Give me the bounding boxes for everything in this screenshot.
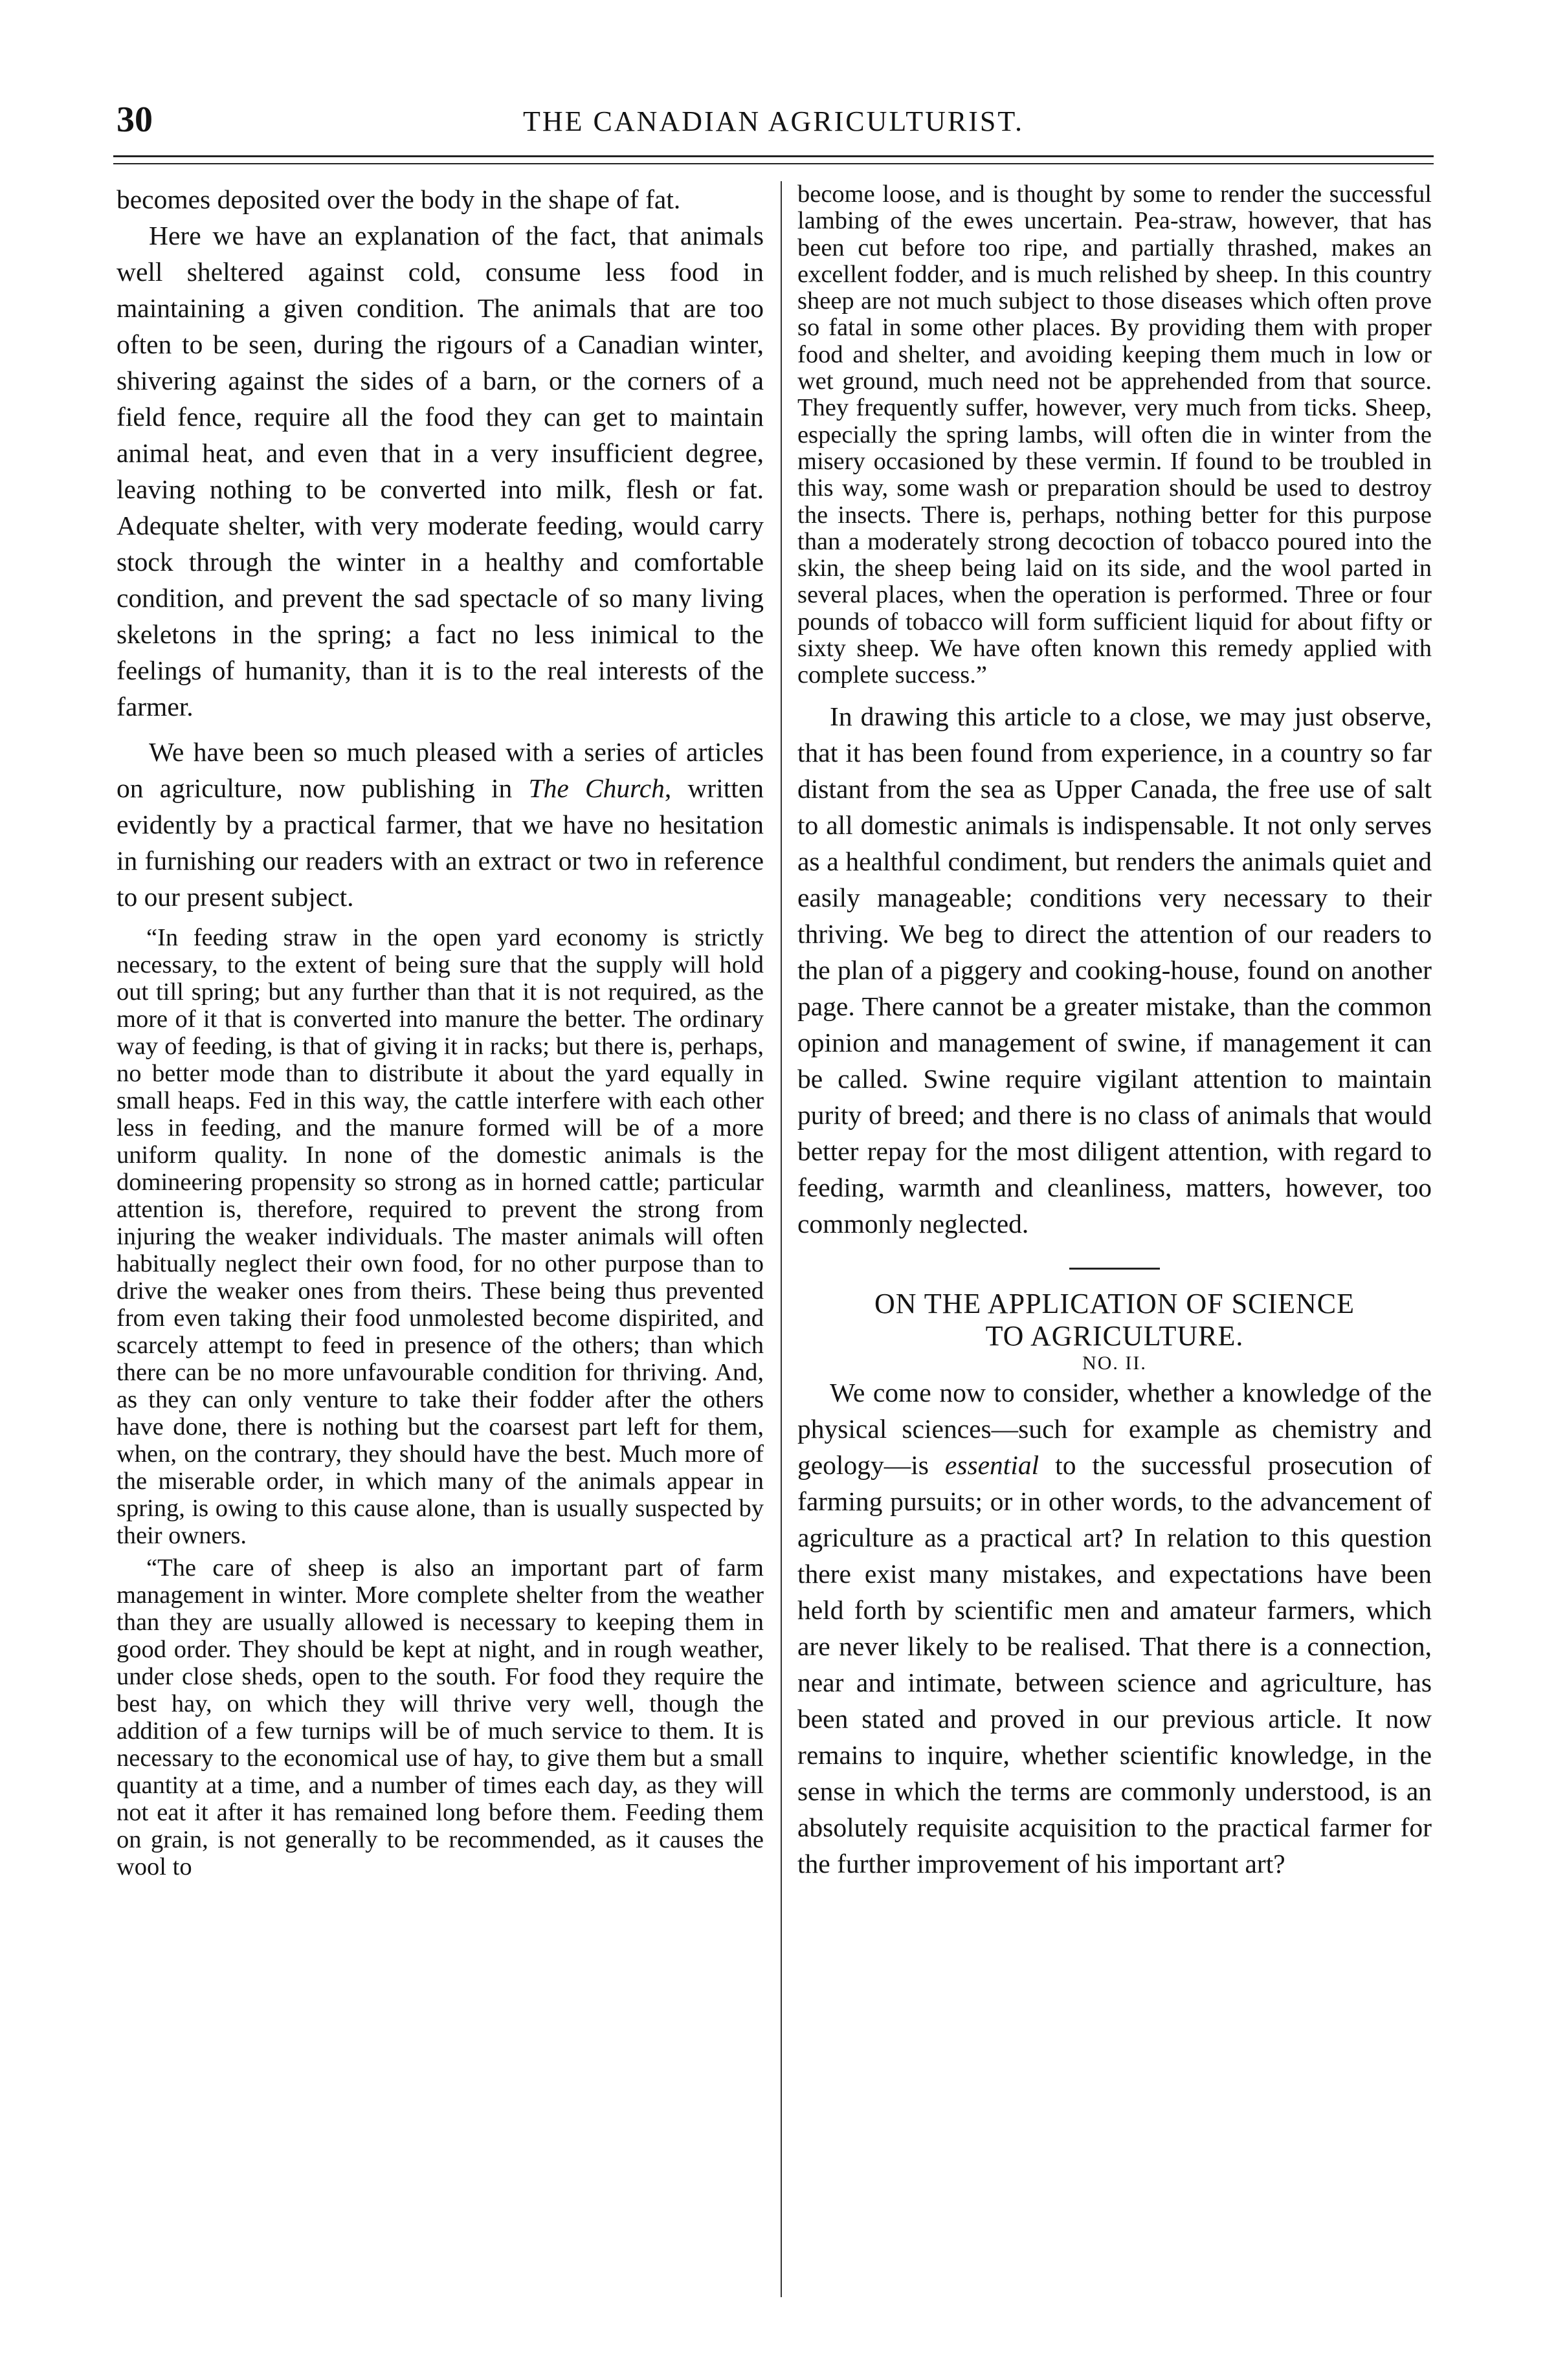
- quote-sheep-continuation: become loose, and is thought by some to render the successful lambing of the ewes uncertain. Pea-straw, however, that has been cut before too ripe, and partially thrashed, makes an excellent fodder, and is much relished by sheep. In this country sheep are not much subject to those diseases which often prove so fatal in some other places. By providing them with proper food and shelter, and avoiding keeping them much in low or wet ground, much need not be apprehended from that source. They frequently suffer, however, very much from ticks. Sheep, especially the spring lambs, will often die in winter from the misery occasioned by these vermin. If found to be troubled in this way, some wash or preparation should be used to destroy the insects. There is, perhaps, nothing better for this purpose than a moderately strong decoction of tobacco poured into the skin, the sheep being laid on its side, and the wool parted in several places, when the operation is performed. Three or four pounds of tobacco will form sufficient liquid for about fifty or sixty sheep. We have often known this remedy applied with complete success.”: [797, 181, 1432, 689]
- quote-straw-feeding: “In feeding straw in the open yard economy is strictly necessary, to the extent of being sure that the supply will hold out till spring; but any further than that it is not required, as the more of it that is converted into manure the better. The ordinary way of feeding, is that of giving it in racks; but there is, perhaps, no better mode than to distribute it about the yard equally in small heaps. Fed in this way, the cattle interfere with each other less in feeding, and the manure formed will be of a more uniform quality. In none of the domestic animals is the domineering propensity so strong as in horned cattle; particular attention is, therefore, required to prevent the strong from injuring the weaker individuals. The master animals will often habitually neglect their own food, for no other purpose than to drive the weaker ones from theirs. These being thus prevented from even taking their food unmolested become dispirited, and scarcely attempt to feed in presence of the others; than which there can be no more unfavourable condition for thriving. And, as they can only venture to take their fodder after the others have done, there is nothing but the coarsest part left for them, when, on the contrary, they should have the best. Much more of the miserable order, in which many of the animals appear in spring, is owing to this cause alone, than is usually suspected by their owners.: [117, 924, 764, 1549]
- page-number: 30: [117, 100, 153, 140]
- section-title-line-1: ON THE APPLICATION OF SCIENCE: [874, 1287, 1355, 1319]
- science-text-b: to the successful prosecution of farming pursuits; or in other words, to the advancement of agriculture as a practical art? In relation to this question there exist many mistakes, and expectations have been held forth by scientific men and amateur farmers, which are never likely to be realised. That there is a connection, near and intimate, between science and agriculture, has been stated and proved in our previous article. It now remains to inquire, whether scientific knowledge, in the sense in which the terms are commonly understood, is an absolutely requisite acquisition to the practical farmer for the further improvement of his important art?: [797, 1449, 1432, 1879]
- paragraph-extract-intro: [117, 734, 764, 915]
- paragraph-continuation: becomes deposited over the body in the shape of fat.: [117, 184, 681, 214]
- section-title: [797, 1288, 1432, 1352]
- left-column: [117, 181, 764, 1880]
- right-column: [797, 181, 1432, 1882]
- extract-intro-text-a: We have been so much pleased with a series of articles on agriculture, now publishing in: [117, 737, 764, 803]
- column-divider: [781, 181, 782, 2297]
- running-title: THE CANADIAN AGRICULTURIST.: [523, 105, 1024, 137]
- section-number: NO. II.: [1082, 1352, 1147, 1374]
- emphasis-essential: essential: [944, 1449, 1039, 1480]
- extract-intro-text-b: , written evidently by a practical farmer, that we have no hesitation in furnishing our readers with an extract or two in reference to our present subject.: [117, 773, 764, 912]
- page-header: [117, 97, 1430, 142]
- publication-title: The Church: [528, 773, 665, 803]
- header-rule: [113, 155, 1434, 164]
- quote-sheep-care: “The care of sheep is also an important part of farm management in winter. More complete shelter from the weather than they are usually allowed is necessary to keeping them in good order. They should be kept at night, and in rough weather, under close sheds, open to the south. For food they require the best hay, on which they will thrive very well, though the addition of a few turnips will be of much service to them. It is necessary to the economical use of hay, to give them but a small quantity at a time, and a number of times each day, as they will not eat it after it has remained long before them. Feeding them on grain, is not generally to be recommended, as it causes the wool to: [117, 1554, 764, 1880]
- section-divider: [1069, 1268, 1160, 1270]
- science-text-a: We come now to consider, whether a knowledge of the physical sciences—such for example as chemistry and geology—is: [797, 1377, 1432, 1480]
- paragraph-shelter: Here we have an explanation of the fact, that animals well sheltered against cold, consume less food in maintaining a given condition. The animals that are too often to be seen, during the rigours of a Canadian winter, shivering against the sides of a barn, or the corners of a field fence, require all the food they can get to maintain animal heat, and even that in a very insufficient degree, leaving nothing to be converted into milk, flesh or fat. Adequate shelter, with very moderate feeding, would carry stock through the winter in a healthy and comfortable condition, and prevent the sad spectacle of so many living skeletons in the spring; a fact no less inimical to the feelings of humanity, than it is to the real interests of the farmer.: [117, 221, 764, 722]
- paragraph-science: [797, 1374, 1432, 1882]
- paragraph-closing: In drawing this article to a close, we may just observe, that it has been found from experience, in a country so far distant from the sea as Upper Canada, the free use of salt to all domestic animals is indispensable. It not only serves as a healthful condiment, but renders the animals quiet and easily manageable; conditions very necessary to their thriving. We beg to direct the attention of our readers to the plan of a piggery and cooking-house, found on another page. There cannot be a greater mistake, than the common opinion and management of swine, if management it can be called. Swine require vigilant attention to maintain purity of breed; and there is no class of animals that would better repay for the most diligent attention, with regard to feeding, warmth and cleanliness, matters, however, too commonly neglected.: [797, 701, 1432, 1239]
- section-title-line-2: TO AGRICULTURE.: [985, 1319, 1244, 1352]
